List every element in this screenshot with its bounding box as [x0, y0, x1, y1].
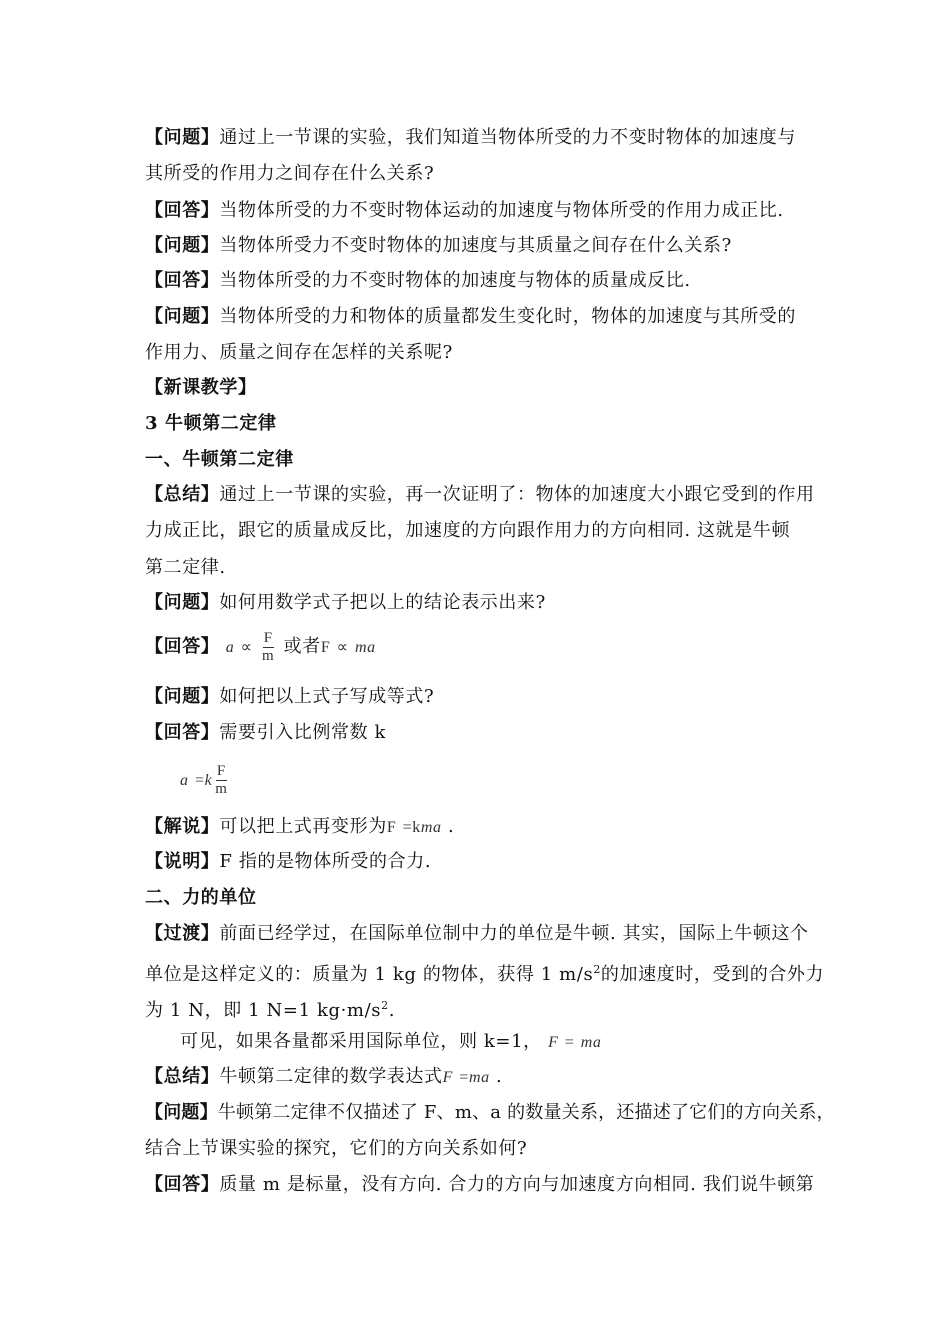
transition-line-3	[145, 994, 395, 1023]
proportional-symbol: ∝	[336, 639, 349, 656]
new-lesson-heading	[145, 376, 257, 400]
paragraph-text: 通过上一节课的实验，再一次证明了：物体的加速度大小跟它受到的作用	[219, 484, 815, 505]
paragraph-text: 牛顿第二定律不仅描述了 F、m、a 的数量关系，还描述了它们的方向关系，	[217, 1102, 835, 1123]
question-3-line-2	[145, 341, 453, 365]
section-2-heading	[145, 886, 257, 910]
paragraph-text: 其所受的作用力之间存在什么关系?	[145, 163, 435, 184]
question-1-line-1	[145, 126, 796, 150]
math-variable: a	[180, 772, 189, 789]
question-1-line-2	[145, 162, 434, 186]
paragraph-text: 牛顿第二定律的数学表达式	[219, 1066, 443, 1087]
answer-tag: 【回答】	[145, 270, 220, 291]
paragraph-text: 当物体所受力不变时物体的加速度与其质量之间存在什么关系?	[219, 235, 732, 256]
explanation	[145, 815, 454, 840]
paragraph-text: 需要引入比例常数 k	[219, 722, 387, 743]
paragraph-text: 前面已经学过，在国际单位制中力的单位是牛顿. 其实，国际上牛顿这个	[219, 923, 809, 944]
summary-1-line-3	[145, 556, 226, 580]
math-variable: ma	[580, 1034, 602, 1051]
question-6-line-1	[145, 1101, 835, 1125]
paragraph-text: 的加速度时，受到的合外力	[600, 964, 825, 985]
formula-k	[180, 760, 231, 801]
math-variable: F	[548, 1034, 559, 1051]
math-variable: ma	[420, 819, 442, 836]
answer-tag: 【回答】	[145, 722, 220, 743]
paragraph-text: 作用力、质量之间存在怎样的关系呢?	[145, 342, 453, 363]
equals-symbol: =	[564, 1034, 575, 1051]
math-variable: ma	[468, 1069, 490, 1086]
transition-line-2	[145, 958, 824, 987]
paragraph-text: 第二定律.	[145, 557, 226, 578]
paragraph-text: 如何把以上式子写成等式?	[219, 686, 435, 707]
paragraph-text: 单位是这样定义的：质量为 1 kg 的物体，获得 1 m/s	[145, 964, 594, 985]
paragraph-text: 或者	[283, 636, 321, 657]
fraction-denominator: m	[262, 647, 275, 664]
proportional-symbol: ∝	[240, 639, 253, 656]
answer-6	[145, 1173, 814, 1197]
math-variable: a	[225, 639, 235, 656]
fraction-denominator: m	[215, 780, 228, 797]
paragraph-text: 为 1 N，即 1 N=1 kg·m/s	[145, 1000, 382, 1021]
fraction-numerator: F	[263, 629, 273, 646]
paragraph-text: 结合上节课实验的探究，它们的方向关系如何?	[145, 1138, 528, 1159]
summary-tag: 【总结】	[145, 484, 220, 505]
paragraph-text: 如何用数学式子把以上的结论表示出来?	[219, 592, 546, 613]
answer-proportion	[145, 629, 376, 666]
lesson-title	[145, 412, 277, 436]
paragraph-text: 当物体所受的力不变时物体运动的加速度与物体所受的作用力成正比.	[219, 200, 784, 221]
fraction	[215, 763, 227, 798]
math-variable: k	[412, 819, 421, 836]
paragraph-text: 通过上一节课的实验，我们知道当物体所受的力不变时物体的加速度与	[219, 127, 797, 148]
superscript: 2	[593, 963, 601, 976]
paragraph-text: 质量 m 是标量，没有方向. 合力的方向与加速度方向相同. 我们说牛顿第	[219, 1174, 815, 1195]
math-variable: ma	[355, 639, 376, 656]
question-tag: 【问题】	[145, 1102, 218, 1123]
question-tag: 【问题】	[145, 127, 220, 148]
question-tag: 【问题】	[145, 235, 220, 256]
summary-2	[145, 1065, 502, 1090]
fraction-numerator: F	[216, 762, 226, 779]
answer-tag: 【回答】	[145, 200, 220, 221]
punctuation: .	[388, 1000, 396, 1021]
heading-text: 【新课教学】	[145, 377, 257, 398]
note	[145, 850, 431, 874]
equals-symbol: =	[459, 1069, 469, 1086]
paragraph-text: 当物体所受的力和物体的质量都发生变化时，物体的加速度与其所受的	[219, 306, 797, 327]
answer-tag: 【回答】	[145, 1174, 220, 1195]
note-tag: 【说明】	[145, 851, 220, 872]
math-variable: F	[386, 819, 397, 836]
answer-tag: 【回答】	[145, 636, 220, 657]
answer-1	[145, 199, 784, 223]
answer-5	[145, 721, 386, 745]
summary-1-line-1	[145, 483, 815, 507]
fraction	[262, 630, 274, 665]
math-variable: F	[442, 1069, 453, 1086]
paragraph-text: 力成正比，跟它的质量成反比，加速度的方向跟作用力的方向相同. 这就是牛顿	[145, 520, 791, 541]
explain-tag: 【解说】	[145, 816, 220, 837]
punctuation: .	[447, 816, 455, 837]
equals-symbol: =	[402, 819, 413, 836]
paragraph-text: 当物体所受的力不变时物体的加速度与物体的质量成反比.	[219, 270, 691, 291]
heading-text: 二、力的单位	[145, 887, 257, 908]
question-tag: 【问题】	[145, 306, 220, 327]
question-tag: 【问题】	[145, 592, 220, 613]
heading-text: 一、牛顿第二定律	[145, 449, 294, 470]
question-3-line-1	[145, 305, 796, 329]
superscript: 2	[381, 999, 389, 1012]
math-variable: F	[320, 639, 331, 656]
answer-2	[145, 269, 691, 293]
question-6-line-2	[145, 1137, 527, 1161]
equals-symbol: =	[194, 772, 205, 789]
transition-tag: 【过渡】	[145, 923, 220, 944]
paragraph-text: 可见，如果各量都采用国际单位，则 k=1，	[180, 1031, 542, 1052]
question-4	[145, 591, 546, 615]
question-5	[145, 685, 434, 709]
question-tag: 【问题】	[145, 686, 220, 707]
paragraph-text: F 指的是物体所受的合力.	[219, 851, 432, 872]
summary-tag: 【总结】	[145, 1066, 220, 1087]
heading-text: 3 牛顿第二定律	[145, 413, 277, 434]
transition-line-1	[145, 922, 809, 946]
math-variable: k	[204, 772, 213, 789]
question-2	[145, 234, 732, 258]
paragraph-text: 可以把上式再变形为	[219, 816, 387, 837]
punctuation: .	[496, 1066, 503, 1087]
section-1-heading	[145, 448, 294, 472]
summary-1-line-2	[145, 519, 790, 543]
conclusion-line	[180, 1030, 602, 1055]
